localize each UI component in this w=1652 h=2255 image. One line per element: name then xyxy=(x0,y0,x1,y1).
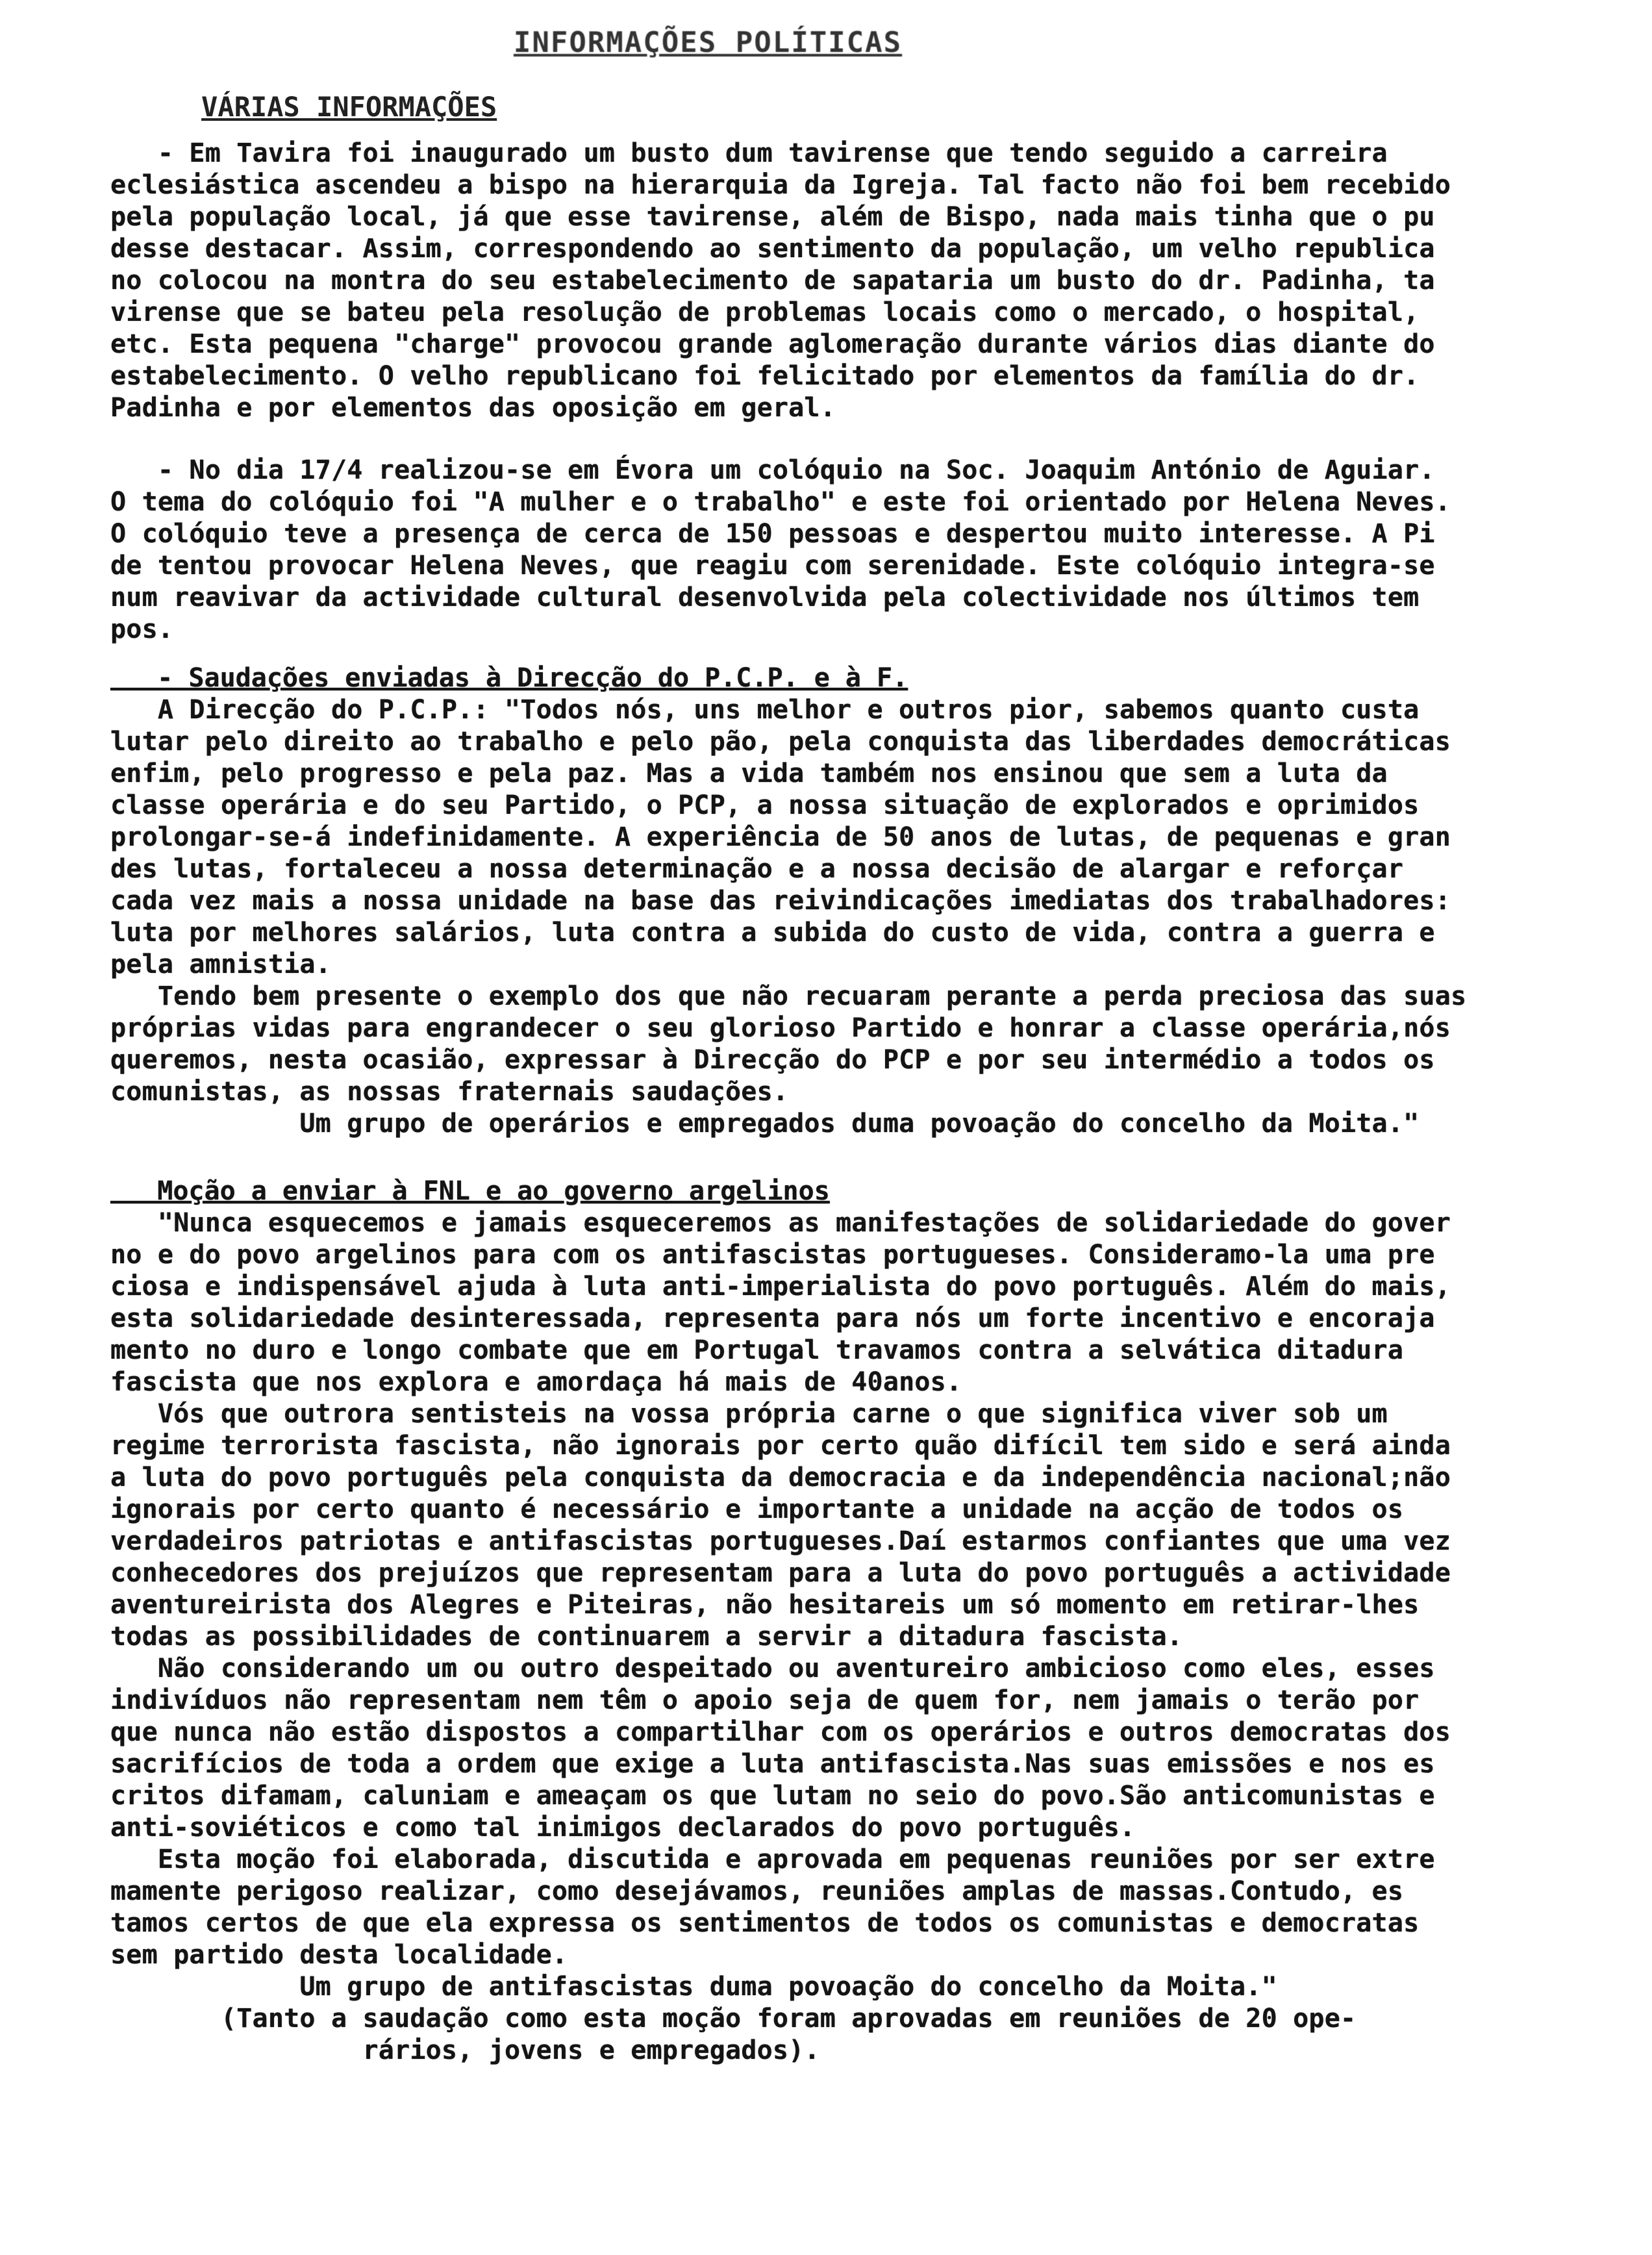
text-line: eclesiástica ascendeu a bispo na hierarquia da Igreja. Tal facto não foi bem recebido xyxy=(110,170,1451,200)
text-line: conhecedores dos prejuízos que representam para a luta do povo português a actividade xyxy=(110,1558,1451,1588)
document-title: INFORMAÇÕES POLÍTICAS xyxy=(513,26,903,59)
text-line: anti-soviéticos e como tal inimigos declarados do povo português. xyxy=(110,1813,1136,1843)
text-line: sacrifícios de toda a ordem que exige a luta antifascista.Nas suas emissões e nos es xyxy=(110,1749,1435,1779)
text-line: Um grupo de antifascistas duma povoação do concelho da Moita." xyxy=(110,1972,1294,2002)
text-line: num reavivar da actividade cultural desenvolvida pela colectividade nos últimos tem xyxy=(110,583,1420,612)
section-heading-saudacoes: - Saudações enviadas à Direcção do P.C.P. e à F. xyxy=(110,663,908,693)
text-line: prolongar-se-á indefinidamente. A experiência de 50 anos de lutas, de pequenas e gran xyxy=(110,822,1451,852)
paragraph-evora xyxy=(110,455,1565,646)
text-line: "Nunca esquecemos e jamais esqueceremos as manifestações de solidariedade do gover xyxy=(110,1208,1451,1238)
text-line: classe operária e do seu Partido, o PCP, a nossa situação de explorados e oprimidos xyxy=(110,790,1420,820)
text-line: rários, jovens e empregados). xyxy=(110,2035,820,2065)
text-line: a luta do povo português pela conquista da democracia e da independência nacional;não xyxy=(110,1463,1451,1493)
text-line: desse destacar. Assim, correspondendo ao sentimento da população, um velho republica xyxy=(110,234,1435,264)
text-line: ignorais por certo quanto é necessário e importante a unidade na acção de todos os xyxy=(110,1494,1404,1524)
text-line: Esta moção foi elaborada, discutida e aprovada em pequenas reuniões por ser extre xyxy=(110,1845,1435,1874)
text-line: virense que se bateu pela resolução de problemas locais como o mercado, o hospital, xyxy=(110,297,1420,327)
text-line: no colocou na montra do seu estabelecimento de sapataria um busto do dr. Padinha, ta xyxy=(110,266,1435,296)
text-line: O colóquio teve a presença de cerca de 150 pessoas e despertou muito interesse. A Pi xyxy=(110,519,1435,549)
text-line: des lutas, fortaleceu a nossa determinação e a nossa decisão de alargar e reforçar xyxy=(110,854,1404,884)
section-mocao xyxy=(110,1176,1565,2067)
text-line: A Direcção do P.C.P.: "Todos nós, uns melhor e outros pior, sabemos quanto custa xyxy=(110,695,1420,725)
text-line: pela população local, já que esse tavirense, além de Bispo, nada mais tinha que o pu xyxy=(110,202,1435,232)
text-line: etc. Esta pequena "charge" provocou grande aglomeração durante vários dias diante do xyxy=(110,329,1435,359)
text-line: regime terrorista fascista, não ignorais por certo quão difícil tem sido e será ainda xyxy=(110,1431,1451,1461)
text-line: ciosa e indispensável ajuda à luta anti-imperialista do povo português. Além do mais, xyxy=(110,1272,1451,1302)
text-line: - No dia 17/4 realizou-se em Évora um colóquio na Soc. Joaquim António de Aguiar. xyxy=(110,455,1435,485)
text-line: de tentou provocar Helena Neves, que reagiu com serenidade. Este colóquio integra-se xyxy=(110,551,1435,581)
text-line: pela amnistia. xyxy=(110,950,331,979)
text-line: verdadeiros patriotas e antifascistas portugueses.Daí estarmos confiantes que uma vez xyxy=(110,1526,1451,1556)
text-line: sem partido desta localidade. xyxy=(110,1940,568,1970)
text-line: fascista que nos explora e amordaça há mais de 40anos. xyxy=(110,1367,962,1397)
text-line: - Em Tavira foi inaugurado um busto dum tavirense que tendo seguido a carreira xyxy=(110,138,1388,168)
text-line: critos difamam, caluniam e ameaçam os que lutam no seio do povo.São anticomunistas e xyxy=(110,1781,1435,1811)
text-line: O tema do colóquio foi "A mulher e o trabalho" e este foi orientado por Helena Neves. xyxy=(110,487,1451,517)
text-line: Não considerando um ou outro despeitado ou aventureiro ambicioso como eles, esses xyxy=(110,1654,1435,1683)
text-line: indivíduos não representam nem têm o apoio seja de quem for, nem jamais o terão por xyxy=(110,1685,1420,1715)
text-line: (Tanto a saudação como esta moção foram aprovadas em reuniões de 20 ope- xyxy=(110,2004,1357,2034)
text-line: enfim, pelo progresso e pela paz. Mas a vida também nos ensinou que sem a luta da xyxy=(110,759,1388,788)
text-line: Tendo bem presente o exemplo dos que não recuaram perante a perda preciosa das suas xyxy=(110,981,1467,1011)
text-line: mamente perigoso realizar, como desejávamos, reuniões amplas de massas.Contudo, es xyxy=(110,1876,1404,1906)
text-line: pos. xyxy=(110,614,174,644)
text-line: todas as possibilidades de continuarem a servir a ditadura fascista. xyxy=(110,1622,1183,1652)
text-line: comunistas, as nossas fraternais saudações. xyxy=(110,1077,789,1107)
paragraph-tavira xyxy=(110,138,1565,424)
section-saudacoes xyxy=(110,662,1565,1140)
text-line: estabelecimento. O velho republicano foi felicitado por elementos da família do dr. xyxy=(110,361,1420,391)
text-line: no e do povo argelinos para com os antifascistas portugueses. Consideramo-la uma pre xyxy=(110,1240,1435,1270)
section-heading-mocao: Moção a enviar à FNL e ao governo argelinos xyxy=(110,1176,830,1206)
text-line: que nunca não estão dispostos a compartilhar com os operários e outros democratas dos xyxy=(110,1717,1451,1747)
text-line: esta solidariedade desinteressada, representa para nós um forte incentivo e encoraja xyxy=(110,1304,1435,1333)
text-line: lutar pelo direito ao trabalho e pelo pão, pela conquista das liberdades democráticas xyxy=(110,727,1451,757)
text-line: aventureirista dos Alegres e Piteiras, não hesitareis um só momento em retirar-lhes xyxy=(110,1590,1420,1620)
text-line: Padinha e por elementos das oposição em geral. xyxy=(110,393,836,423)
text-line: tamos certos de que ela expressa os sentimentos de todos os comunistas e democratas xyxy=(110,1908,1420,1938)
text-line: Um grupo de operários e empregados duma povoação do concelho da Moita." xyxy=(110,1109,1420,1139)
text-line: mento no duro e longo combate que em Portugal travamos contra a selvática ditadura xyxy=(110,1335,1404,1365)
text-line: cada vez mais a nossa unidade na base das reivindicações imediatas dos trabalhadores: xyxy=(110,886,1451,916)
text-line: próprias vidas para engrandecer o seu glorioso Partido e honrar a classe operária,nós xyxy=(110,1013,1451,1043)
text-line: Vós que outrora sentisteis na vossa própria carne o que significa viver sob um xyxy=(110,1399,1388,1429)
text-line: queremos, nesta ocasião, expressar à Direcção do PCP e por seu intermédio a todos os xyxy=(110,1045,1435,1075)
text-line: luta por melhores salários, luta contra a subida do custo de vida, contra a guerra e xyxy=(110,918,1435,948)
section-subtitle: VÁRIAS INFORMAÇÕES xyxy=(201,91,497,123)
